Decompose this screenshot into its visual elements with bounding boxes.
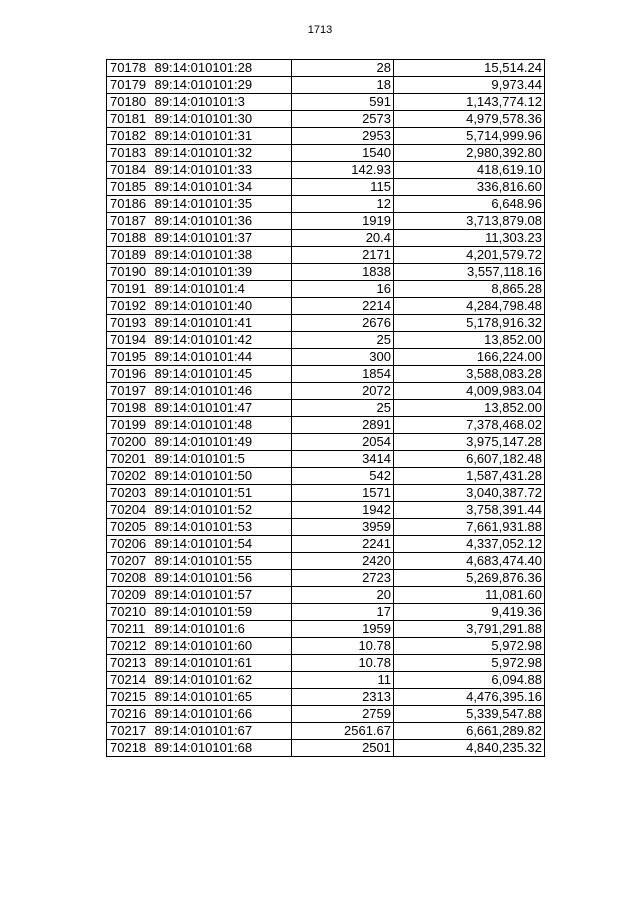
value-cell: 5,714,999.96 bbox=[394, 128, 545, 145]
cadastral-number-cell: 89:14:010101:32 bbox=[154, 145, 292, 162]
area-cell: 11 bbox=[292, 672, 394, 689]
cadastral-number-cell: 89:14:010101:37 bbox=[154, 230, 292, 247]
area-cell: 25 bbox=[292, 400, 394, 417]
row-number-cell: 70188 bbox=[107, 230, 154, 247]
cadastral-number-cell: 89:14:010101:68 bbox=[154, 740, 292, 757]
table-row bbox=[107, 417, 545, 434]
table-row bbox=[107, 655, 545, 672]
table-row bbox=[107, 281, 545, 298]
value-cell: 3,040,387.72 bbox=[394, 485, 545, 502]
row-number-cell: 70198 bbox=[107, 400, 154, 417]
area-cell: 115 bbox=[292, 179, 394, 196]
area-cell: 20.4 bbox=[292, 230, 394, 247]
row-number-cell: 70215 bbox=[107, 689, 154, 706]
row-number-cell: 70205 bbox=[107, 519, 154, 536]
row-number-cell: 70184 bbox=[107, 162, 154, 179]
table-row bbox=[107, 128, 545, 145]
row-number-cell: 70180 bbox=[107, 94, 154, 111]
table-row bbox=[107, 349, 545, 366]
value-cell: 13,852.00 bbox=[394, 332, 545, 349]
area-cell: 3959 bbox=[292, 519, 394, 536]
area-cell: 1919 bbox=[292, 213, 394, 230]
row-number-cell: 70194 bbox=[107, 332, 154, 349]
value-cell: 1,143,774.12 bbox=[394, 94, 545, 111]
value-cell: 7,661,931.88 bbox=[394, 519, 545, 536]
table-row bbox=[107, 587, 545, 604]
table-row bbox=[107, 264, 545, 281]
table-row bbox=[107, 196, 545, 213]
cadastral-number-cell: 89:14:010101:61 bbox=[154, 655, 292, 672]
value-cell: 166,224.00 bbox=[394, 349, 545, 366]
row-number-cell: 70179 bbox=[107, 77, 154, 94]
value-cell: 9,419.36 bbox=[394, 604, 545, 621]
area-cell: 12 bbox=[292, 196, 394, 213]
row-number-cell: 70199 bbox=[107, 417, 154, 434]
row-number-cell: 70193 bbox=[107, 315, 154, 332]
area-cell: 16 bbox=[292, 281, 394, 298]
table-row bbox=[107, 638, 545, 655]
row-number-cell: 70195 bbox=[107, 349, 154, 366]
value-cell: 3,791,291.88 bbox=[394, 621, 545, 638]
table-row bbox=[107, 145, 545, 162]
cadastral-number-cell: 89:14:010101:35 bbox=[154, 196, 292, 213]
area-cell: 2676 bbox=[292, 315, 394, 332]
value-cell: 4,201,579.72 bbox=[394, 247, 545, 264]
value-cell: 4,476,395.16 bbox=[394, 689, 545, 706]
table-row bbox=[107, 230, 545, 247]
area-cell: 3414 bbox=[292, 451, 394, 468]
value-cell: 2,980,392.80 bbox=[394, 145, 545, 162]
cadastral-number-cell: 89:14:010101:46 bbox=[154, 383, 292, 400]
area-cell: 300 bbox=[292, 349, 394, 366]
row-number-cell: 70187 bbox=[107, 213, 154, 230]
cadastral-number-cell: 89:14:010101:47 bbox=[154, 400, 292, 417]
row-number-cell: 70211 bbox=[107, 621, 154, 638]
area-cell: 591 bbox=[292, 94, 394, 111]
area-cell: 10.78 bbox=[292, 655, 394, 672]
value-cell: 6,607,182.48 bbox=[394, 451, 545, 468]
value-cell: 13,852.00 bbox=[394, 400, 545, 417]
area-cell: 542 bbox=[292, 468, 394, 485]
row-number-cell: 70204 bbox=[107, 502, 154, 519]
row-number-cell: 70207 bbox=[107, 553, 154, 570]
row-number-cell: 70181 bbox=[107, 111, 154, 128]
area-cell: 28 bbox=[292, 60, 394, 77]
row-number-cell: 70196 bbox=[107, 366, 154, 383]
cadastral-number-cell: 89:14:010101:40 bbox=[154, 298, 292, 315]
page-number: 1713 bbox=[307, 24, 333, 36]
area-cell: 2214 bbox=[292, 298, 394, 315]
row-number-cell: 70208 bbox=[107, 570, 154, 587]
cadastral-number-cell: 89:14:010101:54 bbox=[154, 536, 292, 553]
area-cell: 2313 bbox=[292, 689, 394, 706]
table-row bbox=[107, 400, 545, 417]
area-cell: 2573 bbox=[292, 111, 394, 128]
table-row bbox=[107, 451, 545, 468]
area-cell: 1942 bbox=[292, 502, 394, 519]
table-row bbox=[107, 298, 545, 315]
cadastral-number-cell: 89:14:010101:34 bbox=[154, 179, 292, 196]
cadastral-number-cell: 89:14:010101:57 bbox=[154, 587, 292, 604]
row-number-cell: 70189 bbox=[107, 247, 154, 264]
row-number-cell: 70214 bbox=[107, 672, 154, 689]
value-cell: 11,303.23 bbox=[394, 230, 545, 247]
area-cell: 10.78 bbox=[292, 638, 394, 655]
row-number-cell: 70197 bbox=[107, 383, 154, 400]
table-row bbox=[107, 706, 545, 723]
area-cell: 2891 bbox=[292, 417, 394, 434]
table-row bbox=[107, 621, 545, 638]
value-cell: 3,758,391.44 bbox=[394, 502, 545, 519]
row-number-cell: 70217 bbox=[107, 723, 154, 740]
table-row bbox=[107, 179, 545, 196]
row-number-cell: 70209 bbox=[107, 587, 154, 604]
table-row bbox=[107, 570, 545, 587]
row-number-cell: 70201 bbox=[107, 451, 154, 468]
value-cell: 3,588,083.28 bbox=[394, 366, 545, 383]
area-cell: 20 bbox=[292, 587, 394, 604]
cadastral-number-cell: 89:14:010101:6 bbox=[154, 621, 292, 638]
row-number-cell: 70178 bbox=[107, 60, 154, 77]
row-number-cell: 70212 bbox=[107, 638, 154, 655]
area-cell: 18 bbox=[292, 77, 394, 94]
cadastral-number-cell: 89:14:010101:50 bbox=[154, 468, 292, 485]
table-row bbox=[107, 502, 545, 519]
value-cell: 4,979,578.36 bbox=[394, 111, 545, 128]
cadastral-number-cell: 89:14:010101:36 bbox=[154, 213, 292, 230]
row-number-cell: 70203 bbox=[107, 485, 154, 502]
value-cell: 3,975,147.28 bbox=[394, 434, 545, 451]
cadastral-number-cell: 89:14:010101:5 bbox=[154, 451, 292, 468]
area-cell: 2241 bbox=[292, 536, 394, 553]
table-row bbox=[107, 162, 545, 179]
row-number-cell: 70182 bbox=[107, 128, 154, 145]
row-number-cell: 70183 bbox=[107, 145, 154, 162]
area-cell: 1838 bbox=[292, 264, 394, 281]
table-row bbox=[107, 77, 545, 94]
value-cell: 5,972.98 bbox=[394, 655, 545, 672]
cadastral-number-cell: 89:14:010101:65 bbox=[154, 689, 292, 706]
value-cell: 6,648.96 bbox=[394, 196, 545, 213]
table-row bbox=[107, 315, 545, 332]
row-number-cell: 70185 bbox=[107, 179, 154, 196]
cadastral-number-cell: 89:14:010101:4 bbox=[154, 281, 292, 298]
value-cell: 418,619.10 bbox=[394, 162, 545, 179]
value-cell: 5,972.98 bbox=[394, 638, 545, 655]
area-cell: 2561.67 bbox=[292, 723, 394, 740]
row-number-cell: 70216 bbox=[107, 706, 154, 723]
area-cell: 2420 bbox=[292, 553, 394, 570]
cadastral-number-cell: 89:14:010101:53 bbox=[154, 519, 292, 536]
table-row bbox=[107, 111, 545, 128]
area-cell: 1540 bbox=[292, 145, 394, 162]
table-row bbox=[107, 213, 545, 230]
table-row bbox=[107, 740, 545, 757]
table-row bbox=[107, 468, 545, 485]
table-row bbox=[107, 604, 545, 621]
area-cell: 2953 bbox=[292, 128, 394, 145]
cadastral-number-cell: 89:14:010101:55 bbox=[154, 553, 292, 570]
row-number-cell: 70192 bbox=[107, 298, 154, 315]
value-cell: 5,339,547.88 bbox=[394, 706, 545, 723]
area-cell: 1854 bbox=[292, 366, 394, 383]
value-cell: 4,337,052.12 bbox=[394, 536, 545, 553]
area-cell: 17 bbox=[292, 604, 394, 621]
table-row bbox=[107, 672, 545, 689]
area-cell: 2501 bbox=[292, 740, 394, 757]
cadastral-number-cell: 89:14:010101:67 bbox=[154, 723, 292, 740]
area-cell: 2054 bbox=[292, 434, 394, 451]
cadastral-number-cell: 89:14:010101:42 bbox=[154, 332, 292, 349]
row-number-cell: 70186 bbox=[107, 196, 154, 213]
table-row bbox=[107, 247, 545, 264]
value-cell: 1,587,431.28 bbox=[394, 468, 545, 485]
table-row bbox=[107, 553, 545, 570]
value-cell: 6,094.88 bbox=[394, 672, 545, 689]
row-number-cell: 70213 bbox=[107, 655, 154, 672]
row-number-cell: 70202 bbox=[107, 468, 154, 485]
cadastral-number-cell: 89:14:010101:44 bbox=[154, 349, 292, 366]
table-row bbox=[107, 60, 545, 77]
table-row bbox=[107, 94, 545, 111]
table-body bbox=[107, 60, 545, 757]
cadastral-number-cell: 89:14:010101:48 bbox=[154, 417, 292, 434]
cadastral-number-cell: 89:14:010101:41 bbox=[154, 315, 292, 332]
area-cell: 2171 bbox=[292, 247, 394, 264]
table-row bbox=[107, 332, 545, 349]
area-cell: 2723 bbox=[292, 570, 394, 587]
value-cell: 4,840,235.32 bbox=[394, 740, 545, 757]
value-cell: 4,683,474.40 bbox=[394, 553, 545, 570]
cadastral-number-cell: 89:14:010101:56 bbox=[154, 570, 292, 587]
value-cell: 336,816.60 bbox=[394, 179, 545, 196]
value-cell: 5,269,876.36 bbox=[394, 570, 545, 587]
table-row bbox=[107, 485, 545, 502]
cadastral-number-cell: 89:14:010101:51 bbox=[154, 485, 292, 502]
row-number-cell: 70200 bbox=[107, 434, 154, 451]
table-row bbox=[107, 536, 545, 553]
cadastral-number-cell: 89:14:010101:62 bbox=[154, 672, 292, 689]
cadastral-number-cell: 89:14:010101:38 bbox=[154, 247, 292, 264]
table-row bbox=[107, 723, 545, 740]
area-cell: 1571 bbox=[292, 485, 394, 502]
cadastral-number-cell: 89:14:010101:33 bbox=[154, 162, 292, 179]
row-number-cell: 70190 bbox=[107, 264, 154, 281]
cadastral-number-cell: 89:14:010101:59 bbox=[154, 604, 292, 621]
area-cell: 142.93 bbox=[292, 162, 394, 179]
row-number-cell: 70218 bbox=[107, 740, 154, 757]
value-cell: 8,865.28 bbox=[394, 281, 545, 298]
value-cell: 3,557,118.16 bbox=[394, 264, 545, 281]
table-row bbox=[107, 519, 545, 536]
value-cell: 11,081.60 bbox=[394, 587, 545, 604]
cadastral-number-cell: 89:14:010101:60 bbox=[154, 638, 292, 655]
value-cell: 15,514.24 bbox=[394, 60, 545, 77]
area-cell: 1959 bbox=[292, 621, 394, 638]
table-row bbox=[107, 366, 545, 383]
cadastral-number-cell: 89:14:010101:66 bbox=[154, 706, 292, 723]
value-cell: 6,661,289.82 bbox=[394, 723, 545, 740]
cadastral-number-cell: 89:14:010101:39 bbox=[154, 264, 292, 281]
cadastral-number-cell: 89:14:010101:28 bbox=[154, 60, 292, 77]
table-row bbox=[107, 383, 545, 400]
area-cell: 2072 bbox=[292, 383, 394, 400]
cadastral-number-cell: 89:14:010101:29 bbox=[154, 77, 292, 94]
value-cell: 9,973.44 bbox=[394, 77, 545, 94]
row-number-cell: 70206 bbox=[107, 536, 154, 553]
cadastral-number-cell: 89:14:010101:52 bbox=[154, 502, 292, 519]
value-cell: 5,178,916.32 bbox=[394, 315, 545, 332]
cadastral-number-cell: 89:14:010101:30 bbox=[154, 111, 292, 128]
value-cell: 3,713,879.08 bbox=[394, 213, 545, 230]
table-row bbox=[107, 689, 545, 706]
cadastral-number-cell: 89:14:010101:45 bbox=[154, 366, 292, 383]
cadastral-number-cell: 89:14:010101:49 bbox=[154, 434, 292, 451]
area-cell: 2759 bbox=[292, 706, 394, 723]
value-cell: 7,378,468.02 bbox=[394, 417, 545, 434]
value-cell: 4,284,798.48 bbox=[394, 298, 545, 315]
cadastral-number-cell: 89:14:010101:31 bbox=[154, 128, 292, 145]
cadastral-number-cell: 89:14:010101:3 bbox=[154, 94, 292, 111]
table-row bbox=[107, 434, 545, 451]
row-number-cell: 70210 bbox=[107, 604, 154, 621]
cadastral-value-table bbox=[106, 59, 545, 757]
area-cell: 25 bbox=[292, 332, 394, 349]
value-cell: 4,009,983.04 bbox=[394, 383, 545, 400]
row-number-cell: 70191 bbox=[107, 281, 154, 298]
